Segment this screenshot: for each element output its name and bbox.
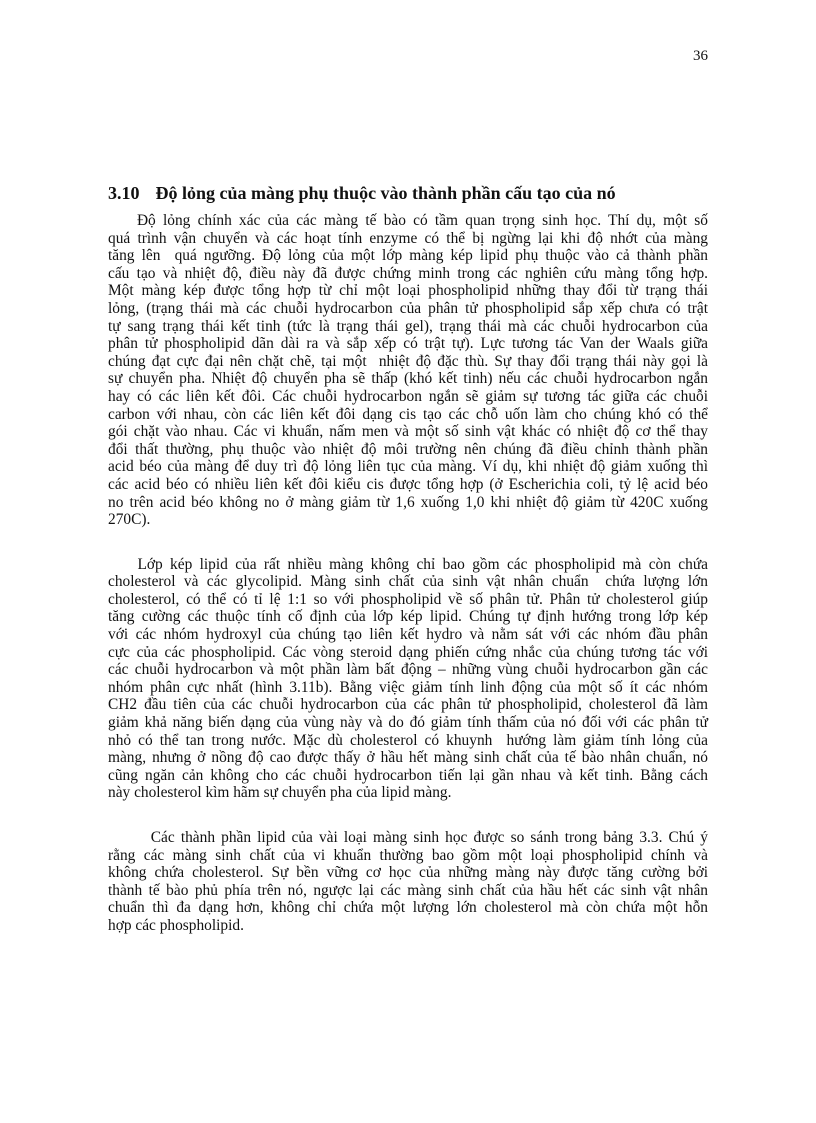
text-line: không chứa cholesterol. Sự bền vững cơ học của những màng này được tăng cường bởi: [108, 864, 708, 882]
text-line: nhỏ có thể tan trong nước. Mặc dù cholesterol có khuynh hướng làm giảm tính lỏng của: [108, 731, 708, 749]
text-line: tự sang trạng thái kết tinh (tức là trạng thái gel), trạng thái mà các chuỗi hydrocarbon của: [108, 317, 708, 335]
text-line: với các nhóm hydroxyl của chúng tạo liên kết hydro và nằm sát với các nhóm đầu phân: [108, 626, 708, 644]
text-line: hợp các phospholipid.: [108, 916, 244, 934]
page-number: 36: [693, 48, 708, 64]
text-line: CH2 đầu tiên của các chuỗi hydrocarbon của các phân tử phospholipid, cholesterol đã làm: [108, 696, 708, 714]
text-line: nhóm phân cực nhất (hình 3.11b). Bằng việc giảm tính linh động của một số ít các nhóm: [108, 678, 708, 696]
text-line: acid béo của màng để duy trì độ lỏng liên tục của màng. Ví dụ, khi nhiệt độ giảm xuống thì: [108, 458, 708, 476]
text-line: 270C).: [108, 511, 151, 529]
paragraph: [108, 556, 708, 802]
text-line: quá trình vận chuyển và các hoạt tính enzyme có thể bị ngừng lại khi độ nhớt của màng: [108, 229, 708, 247]
text-line: Một màng kép được tổng hợp từ chỉ một loại phospholipid những thay đổi từ trạng thái: [108, 282, 708, 300]
text-line: thành tế bào phủ phía trên nó, ngược lại các màng sinh chất của hầu hết các sinh vật nhân: [108, 881, 708, 899]
section-number: 3.10: [108, 183, 140, 203]
text-line: cực của các phospholipid. Các vòng steroid dạng phiến cứng nhắc của chúng tương tác với: [108, 643, 708, 661]
section-title: Độ lỏng của màng phụ thuộc vào thành phần cấu tạo của nó: [155, 183, 616, 203]
text-line: cholesterol, có thể có tỉ lệ 1:1 so với phospholipid về số phân tử. Phân tử cholesterol giúp: [108, 590, 708, 608]
text-line: chúng đạt cực đại nên chặt chẽ, tại một nhiệt độ đặc thù. Sự thay đổi trạng thái này gọi là: [108, 352, 708, 370]
text-line: sự chuyển pha. Nhiệt độ chuyển pha sẽ thấp (khó kết tinh) nếu các chuỗi hydrocarbon ngắn: [108, 370, 708, 388]
text-line: màng, nhưng ở nồng độ cao được thấy ở hầu hết màng sinh chất của tế bào nhân chuẩn, nó: [108, 749, 708, 767]
text-line: cholesterol và các glycolipid. Màng sinh chất của sinh vật nhân chuẩn chứa lượng lớn: [108, 573, 708, 591]
text-line: đổi thất thường, phụ thuộc vào nhiệt độ môi trường nên chúng đã điều chỉnh thành phần: [108, 440, 708, 458]
text-line: hay có các liên kết đôi. Các chuỗi hydrocarbon ngắn sẽ giảm sự tương tác giữa các chuỗi: [108, 387, 708, 405]
text-line: Lớp kép lipid của rất nhiều màng không chỉ bao gồm các phospholipid mà còn chứa: [108, 555, 708, 573]
text-line: tăng cường các thuộc tính cố định của lớp kép lipid. Chúng tự định hướng trong lớp kép: [108, 608, 708, 626]
text-line: giảm khả năng biến dạng của vùng này và do đó giảm tính thấm của nó đối với các phân tử: [108, 714, 708, 732]
text-line: các chuỗi hydrocarbon và một phần làm bất động – những vùng chuỗi hydrocarbon gần các: [108, 661, 708, 679]
text-line: cũng ngăn cản không cho các chuỗi hydrocarbon tiến lại gần nhau và kết tinh. Bằng cách: [108, 766, 708, 784]
text-line: gói chặt vào nhau. Các vi khuẩn, nấm men và một số sinh vật khác có nhiệt độ cơ thể thay: [108, 423, 708, 441]
text-line: lỏng, (trạng thái mà các chuỗi hydrocarbon của phân tử phospholipid sắp xếp chưa có trật: [108, 299, 708, 317]
text-line: các acid béo có nhiều liên kết đôi kiểu cis được tổng hợp (ở Escherichia coli, tỷ lệ acid béo: [108, 475, 708, 493]
text-line: này cholesterol kìm hãm sự chuyển pha của lipid màng.: [108, 784, 452, 802]
text-line: Độ lỏng chính xác của các màng tế bào có tầm quan trọng sinh học. Thí dụ, một số: [108, 212, 708, 229]
text-line: rằng các màng sinh chất của vi khuẩn thường bao gồm một loại phospholipid chính và: [108, 846, 708, 864]
body-text: [108, 212, 708, 935]
text-line: no trên acid béo không no ở màng giảm từ 1,6 xuống 1,0 khi nhiệt độ giảm từ 420C xuống: [108, 493, 708, 511]
section-heading: [108, 183, 728, 204]
text-line: carbon với nhau, còn các liên kết đôi dạng cis tạo các chỗ uốn làm cho chúng khó có thể: [108, 405, 708, 423]
paragraph-gap: [108, 802, 708, 829]
paragraph-gap: [108, 529, 708, 556]
text-line: cấu tạo và nhiệt độ, điều này đã được chứng minh trong các nghiên cứu màng tổng hợp.: [108, 264, 708, 282]
text-line: phân tử phospholipid dãn dài ra và sắp xếp có trật tự). Lực tương tác Van der Waals giữa: [108, 335, 708, 353]
paragraph: [108, 829, 708, 935]
text-line: Các thành phần lipid của vài loại màng sinh học được so sánh trong bảng 3.3. Chú ý: [108, 829, 708, 846]
text-line: chuẩn thì đa dạng hơn, không chỉ chứa một lượng lớn cholesterol mà còn chứa một hỗn: [108, 899, 708, 917]
text-line: tăng lên quá ngưỡng. Độ lỏng của một lớp màng kép lipid phụ thuộc vào cả thành phần: [108, 247, 708, 265]
paragraph: [108, 212, 708, 529]
